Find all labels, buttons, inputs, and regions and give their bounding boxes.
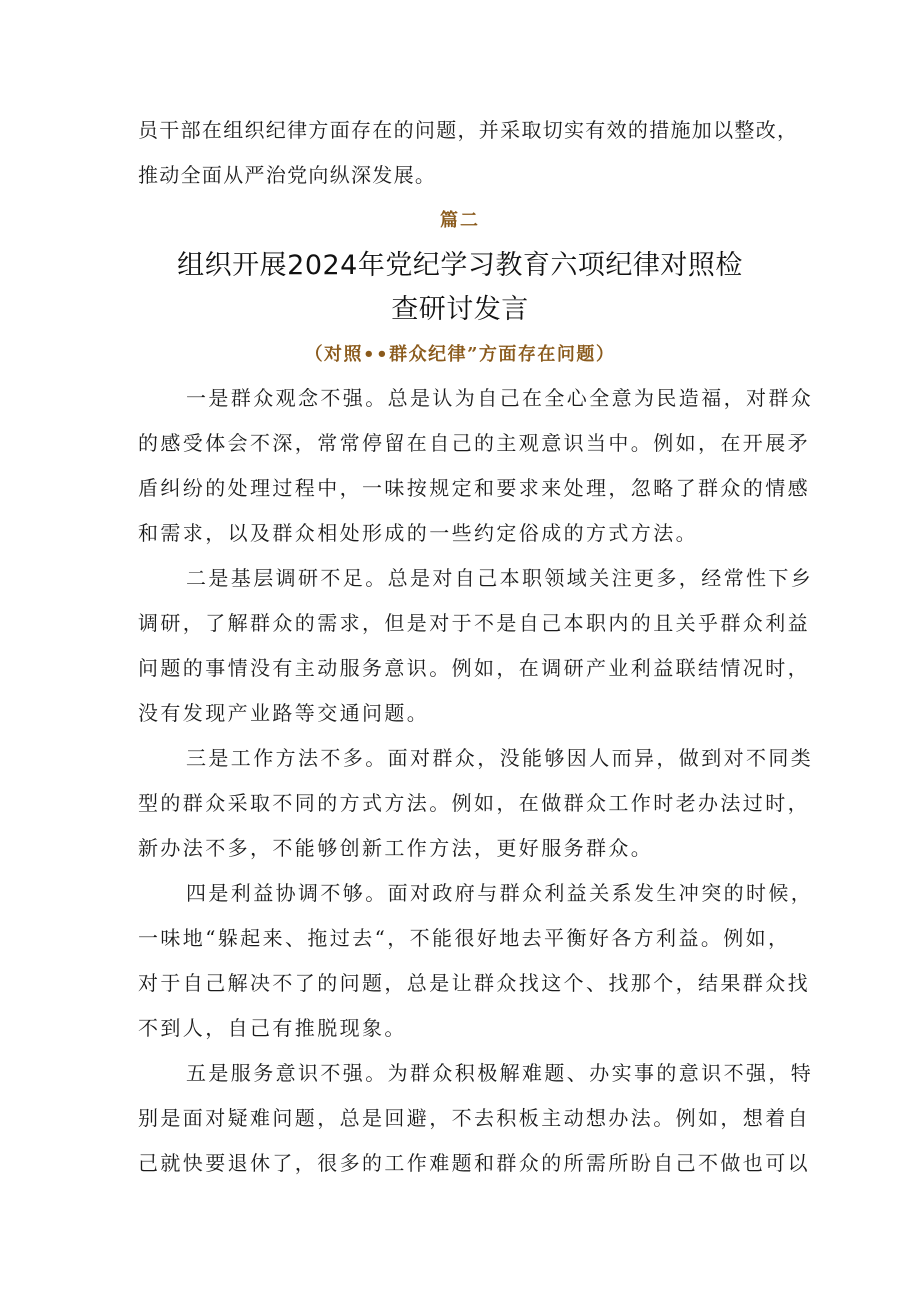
paragraph-line: 别是面对疑难问题，总是回避，不去积板主动想办法。例如，想着自: [138, 1106, 810, 1130]
paragraph-line: 一是群众观念不强。总是认为自己在全心全意为民造福，对群众: [186, 386, 814, 410]
intro-line: 推动全面从严治党向纵深发展。: [138, 163, 437, 187]
paragraph-line: 四是利益协调不够。面对政府与群众利益关系发生冲突的时候，: [186, 881, 814, 905]
paragraph-line: 五是服务意识不强。为群众积极解难题、办实事的意识不强，特: [186, 1061, 814, 1085]
intro-line: 员干部在组织纪律方面存在的问题，并采取切实有效的措施加以整改，: [138, 118, 799, 142]
paragraph-line: 三是工作方法不多。面对群众，没能够因人而异，做到对不同类: [186, 746, 814, 770]
paragraph-line: 新办法不多，不能够创新工作方法，更好服务群众。: [138, 836, 654, 860]
paragraph-line: 二是基层调研不足。总是对自己本职领域关注更多，经常性下乡: [186, 566, 814, 590]
paragraph-line: 没有发现产业路等交通问题。: [138, 701, 430, 725]
paragraph-line: 一味地“躲起来、拖过去“，不能很好地去平衡好各方利益。例如，: [138, 926, 791, 950]
paragraph-line: 不到人，自己有推脱现象。: [138, 1016, 407, 1040]
document-subtitle: （对照••群众纪律”方面存在问题）: [304, 344, 616, 365]
paragraph-line: 型的群众采取不同的方式方法。例如，在做群众工作时老办法过时，: [138, 791, 810, 815]
document-title: 组织开展2024年党纪学习教育六项纪律对照检: [177, 250, 743, 281]
paragraph-line: 问题的事情没有主动服务意识。例如，在调研产业利益联结情况时，: [138, 656, 810, 680]
section-label: 篇二: [440, 210, 480, 231]
document-title: 查研讨发言: [391, 294, 529, 325]
paragraph-line: 和需求，以及群众相处形成的一些约定俗成的方式方法。: [138, 521, 698, 545]
paragraph-line: 的感受体会不深，常常停留在自己的主观意识当中。例如，在开展矛: [138, 431, 810, 455]
paragraph-line: 调研，了解群众的需求，但是对于不是自己本职内的且关乎群众利益: [138, 611, 810, 635]
paragraph-line: 盾纠纷的处理过程中，一味按规定和要求来处理，忽略了群众的情感: [138, 476, 810, 500]
paragraph-line: 对于自己解决不了的问题，总是让群众找这个、找那个，结果群众找: [138, 971, 810, 995]
paragraph-line: 己就快要退休了，很多的工作难题和群众的所需所盼自己不做也可以: [138, 1151, 810, 1175]
